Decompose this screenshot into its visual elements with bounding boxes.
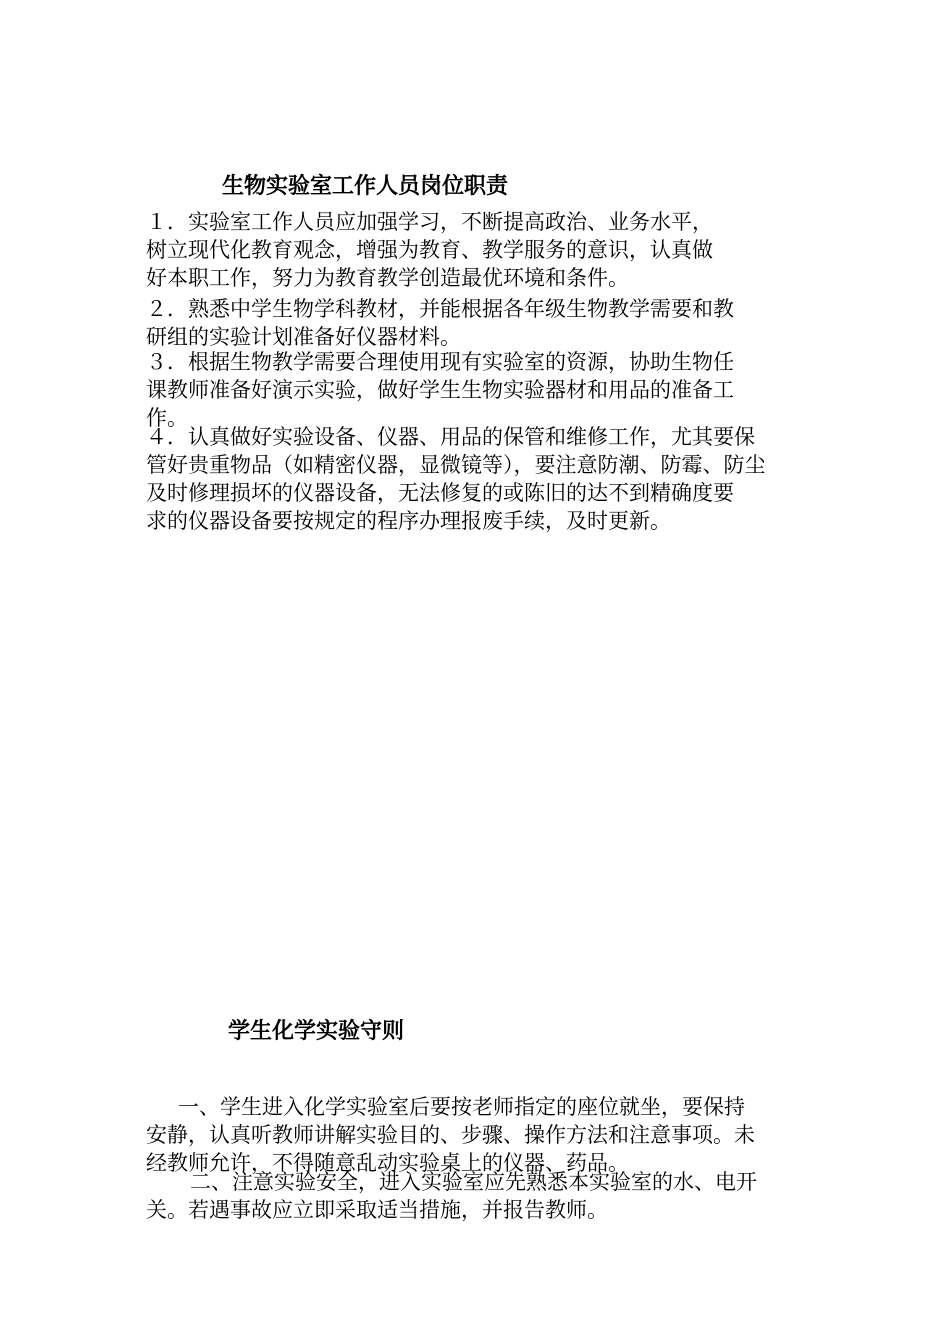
duty-item-4 — [146, 423, 814, 535]
duty-item-3 — [146, 348, 814, 432]
paragraph-line: 及时修理损坏的仪器设备，无法修复的或陈旧的达不到精确度要 — [146, 481, 734, 505]
paragraph-line: １．实验室工作人员应加强学习，不断提高政治、业务水平， — [146, 210, 713, 234]
paragraph-line: 树立现代化教育观念，增强为教育、教学服务的意识，认真做 — [146, 238, 713, 262]
paragraph-line: 二、注意实验安全，进入实验室应先熟悉本实验室的水、电开 — [190, 1170, 757, 1194]
section-title: 学生化学实验守则 — [228, 1019, 405, 1044]
paragraph-line: 一、学生进入化学实验室后要按老师指定的座位就坐，要保持 — [178, 1095, 745, 1119]
duty-item-1 — [146, 208, 814, 292]
paragraph-line: 课教师准备好演示实验，做好学生生物实验器材和用品的准备工 — [146, 378, 734, 402]
paragraph-line: ２．熟悉中学生物学科教材，并能根据各年级生物教学需要和教 — [146, 297, 734, 321]
rule-item-2 — [146, 1168, 814, 1224]
paragraph-line: 作。 — [146, 406, 188, 430]
paragraph-line: 管好贵重物品（如精密仪器，显微镜等），要注意防潮、防霉、防尘 — [146, 453, 766, 477]
paragraph-line: 研组的实验计划准备好仪器材料。 — [146, 325, 461, 349]
paragraph-line: 求的仪器设备要按规定的程序办理报废手续，及时更新。 — [146, 509, 671, 533]
paragraph-line: 安静，认真听教师讲解实验目的、步骤、操作方法和注意事项。未 — [146, 1123, 755, 1147]
duty-item-2 — [146, 295, 814, 351]
paragraph-line: 关。若遇事故应立即采取适当措施，并报告教师。 — [146, 1198, 608, 1222]
paragraph-line: 好本职工作，努力为教育教学创造最优环境和条件。 — [146, 266, 629, 290]
paragraph-line: ４．认真做好实验设备、仪器、用品的保管和维修工作，尤其要保 — [146, 425, 755, 449]
paragraph-line: ３．根据生物教学需要合理使用现有实验室的资源，协助生物任 — [146, 350, 734, 374]
paragraph-line: 经教师允许，不得随意乱动实验桌上的仪器、药品。 — [146, 1151, 629, 1175]
rule-item-1 — [146, 1093, 814, 1177]
section-title: 生物实验室工作人员岗位职责 — [222, 174, 509, 199]
